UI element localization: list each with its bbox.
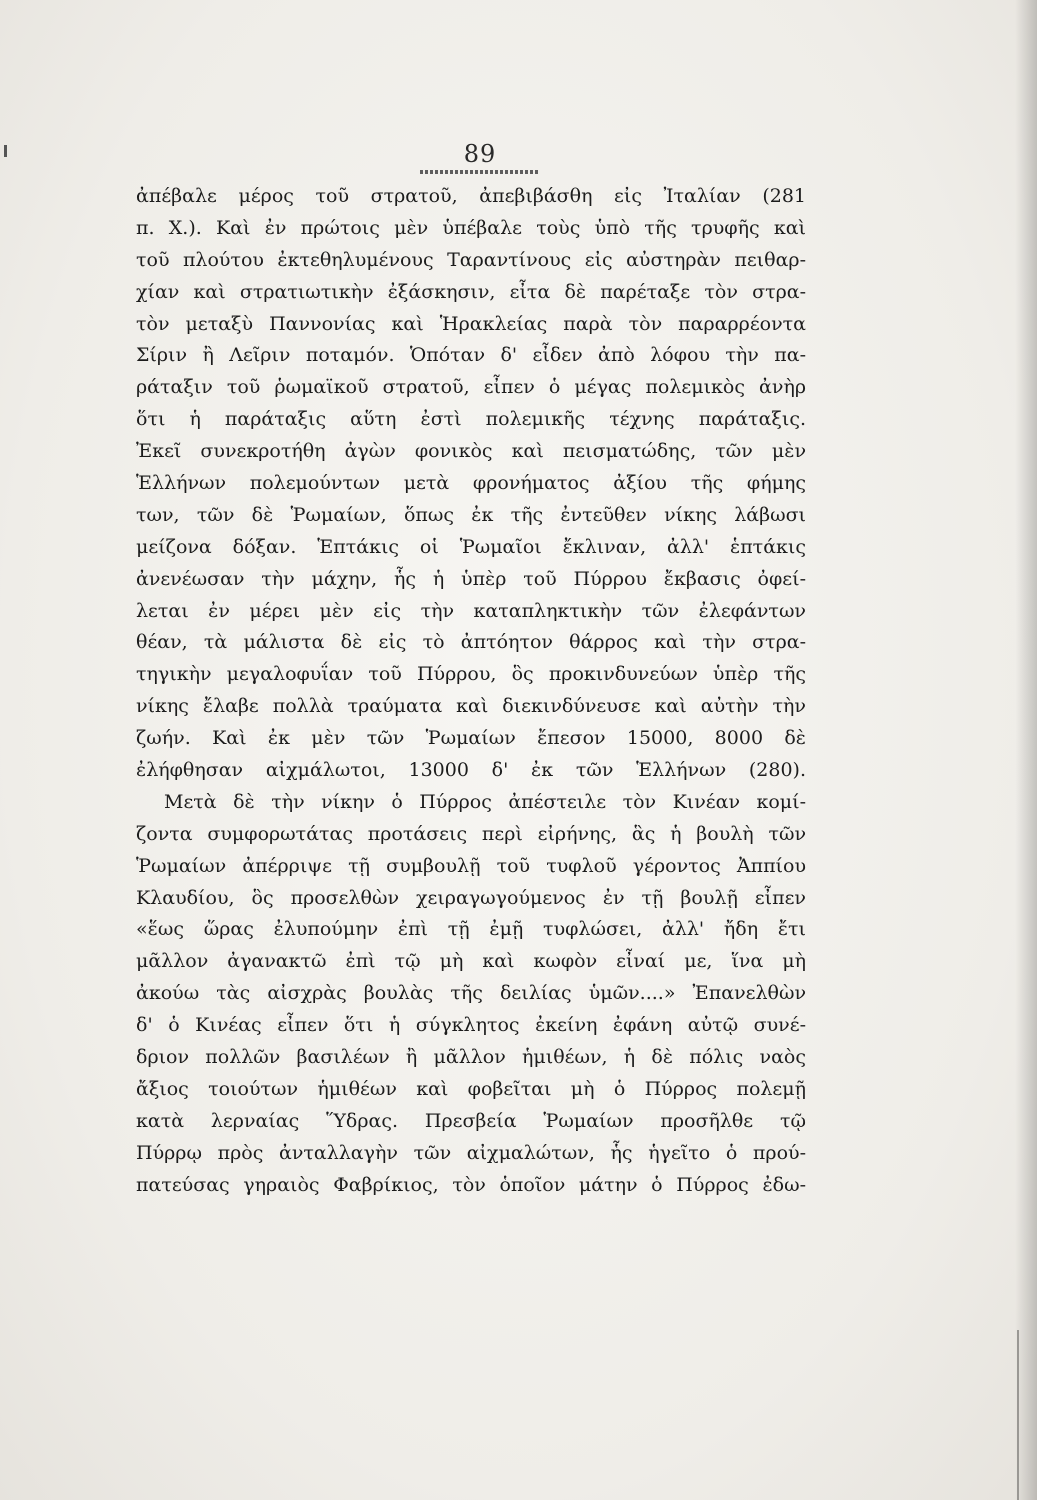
text-line: κατὰ λερναίας Ὕδρας. Πρεσβεία Ῥωμαίων προσῆλθε τῷ [136,1109,806,1132]
page-edge-shadow [1015,0,1037,1500]
text-line: θέαν, τὰ μάλιστα δὲ εἰς τὸ ἀπτόητον θάρρος καὶ τὴν στρα- [136,631,806,654]
text-line: ἀνενέωσαν τὴν μάχην, ἧς ἡ ὑπὲρ τοῦ Πύρρου ἔκβασις ὀφεί- [136,567,806,590]
text-line: μᾶλλον ἀγανακτῶ ἐπὶ τῷ μὴ καὶ κωφὸν εἶναί με, ἵνα μὴ [136,950,806,973]
text-line: λεται ἐν μέρει μὲν εἰς τὴν καταπληκτικὴν τῶν ἐλεφάντων [136,599,806,622]
text-line: δριον πολλῶν βασιλέων ἢ μᾶλλον ἡμιθέων, ἡ δὲ πόλις ναὸς [136,1046,806,1069]
text-line: Ἐκεῖ συνεκροτήθη ἀγὼν φονικὸς καὶ πεισματώδης, τῶν μὲν [136,440,806,463]
text-line: τοῦ πλούτου ἐκτεθηλυμένους Ταραντίνους εἰς αὐστηρὰν πειθαρ- [136,248,806,271]
page-number: 89 [463,140,497,168]
text-line: ἀπέβαλε μέρος τοῦ στρατοῦ, ἀπεβιβάσθη εἰς Ἰταλίαν (281 [136,185,806,207]
text-line: Πύρρῳ πρὸς ἀνταλλαγὴν τῶν αἰχμαλώτων, ἧς ἡγεῖτο ὁ πρού- [136,1141,806,1164]
text-line: χίαν καὶ στρατιωτικὴν ἐξάσκησιν, εἶτα δὲ παρέταξε τὸν στρα- [136,280,806,303]
text-line: ράταξιν τοῦ ῥωμαϊκοῦ στρατοῦ, εἶπεν ὁ μέγας πολεμικὸς ἀνὴρ [136,376,806,399]
text-line: ὅτι ἡ παράταξις αὕτη ἐστὶ πολεμικῆς τέχνης παράταξις. [136,408,806,431]
text-line: ἀκούω τὰς αἰσχρὰς βουλὰς τῆς δειλίας ὑμῶν....» Ἐπανελθὼν [136,982,806,1005]
text-line: Μετὰ δὲ τὴν νίκην ὁ Πύρρος ἀπέστειλε τὸν Κινέαν κομί- [164,790,806,813]
text-line: ζοντα συμφορωτάτας προτάσεις περὶ εἰρήνης, ἃς ἡ βουλὴ τῶν [136,822,806,845]
text-line: των, τῶν δὲ Ῥωμαίων, ὅπως ἐκ τῆς ἐντεῦθεν νίκης λάβωσι [136,503,806,526]
text-line: δ' ὁ Κινέας εἶπεν ὅτι ἡ σύγκλητος ἐκείνη ἐφάνη αὐτῷ συνέ- [136,1014,806,1037]
text-line: τηγικὴν μεγαλοφυΐαν τοῦ Πύρρου, ὃς προκινδυνεύων ὑπὲρ τῆς [136,663,806,686]
page-edge-line [1017,1330,1019,1500]
text-line: ἄξιος τοιούτων ἡμιθέων καὶ φοβεῖται μὴ ὁ Πύρρος πολεμῇ [136,1077,806,1100]
text-line: ζωήν. Καὶ ἐκ μὲν τῶν Ῥωμαίων ἔπεσον 15000, 8000 δὲ [136,727,806,750]
text-line: μείζονα δόξαν. Ἑπτάκις οἱ Ῥωμαῖοι ἔκλιναν, ἀλλ' ἑπτάκις [136,535,806,558]
text-line: «ἕως ὥρας ἐλυπούμην ἐπὶ τῇ ἐμῇ τυφλώσει, ἀλλ' ἤδη ἔτι [136,918,806,941]
text-line: τὸν μεταξὺ Παννονίας καὶ Ἡρακλείας παρὰ τὸν παραρρέοντα [136,312,806,335]
text-line: Ῥωμαίων ἀπέρριψε τῇ συμβουλῇ τοῦ τυφλοῦ γέροντος Ἀππίου [136,854,806,877]
text-line: Ἑλλήνων πολεμούντων μετὰ φρονήματος ἀξίου τῆς φήμης [136,472,806,495]
text-line: νίκης ἔλαβε πολλὰ τραύματα καὶ διεκινδύνευσε καὶ αὐτὴν τὴν [136,695,806,718]
text-line: Σίριν ἢ Λεῖριν ποταμόν. Ὁπόταν δ' εἶδεν ἀπὸ λόφου τὴν πα- [136,344,806,367]
text-line: πατεύσας γηραιὸς Φαβρίκιος, τὸν ὁποῖον μάτην ὁ Πύρρος ἐδω- [136,1173,806,1196]
text-line: π. Χ.). Καὶ ἐν πρώτοις μὲν ὑπέβαλε τοὺς ὑπὸ τῆς τρυφῆς καὶ [136,216,806,239]
text-line: ἐλήφθησαν αἰχμάλωτοι, 13000 δ' ἐκ τῶν Ἑλλήνων (280). [136,759,806,782]
body-text [136,181,806,1202]
header-ornament-rule [420,170,540,174]
text-line: Κλαυδίου, ὃς προσελθὼν χειραγωγούμενος ἐν τῇ βουλῇ εἶπεν [136,886,806,909]
